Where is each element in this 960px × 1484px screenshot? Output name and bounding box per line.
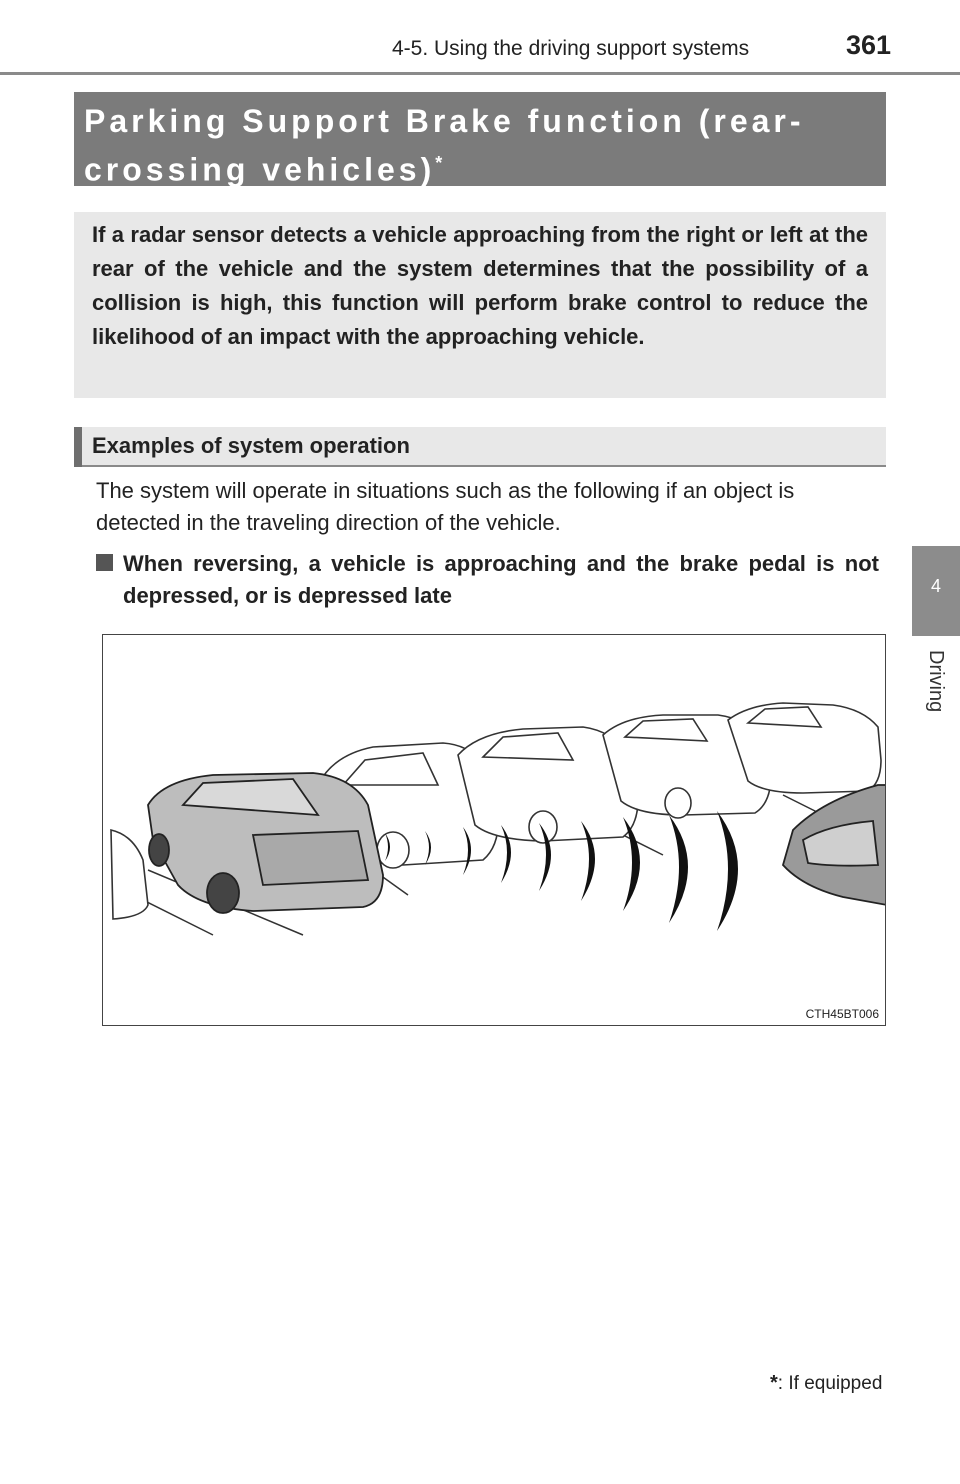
footnote-text: : If equipped: [777, 1373, 883, 1394]
chapter-label: Driving: [925, 650, 947, 713]
chapter-number: 4: [930, 576, 941, 596]
subject-car: [148, 773, 383, 913]
section-title-box: [74, 92, 886, 186]
square-bullet-icon: [96, 554, 113, 571]
chapter-tab: [912, 546, 960, 636]
header-divider: [0, 72, 960, 75]
subheading-box: [74, 427, 886, 467]
chapter-label-container: [920, 650, 950, 730]
header-section-title: 4-5. Using the driving support systems: [392, 37, 750, 60]
section-title-text: Parking Support Brake function (rear-crossing vehicles): [84, 103, 805, 188]
intro-text: If a radar sensor detects a vehicle approaching from the right or left at the rear of the vehicle and the system determines that the possibility of a collision is high, this function will perform brake control to reduce the likelihood of an impact with the approaching vehicle.: [92, 222, 868, 349]
parked-car-4: [728, 703, 881, 793]
footnote: [770, 1372, 882, 1395]
bullet-text: When reversing, a vehicle is approaching and the brake pedal is not depressed, or is depressed late: [123, 551, 879, 608]
intro-box: [74, 212, 886, 398]
left-partial-car: [111, 830, 148, 919]
section-title: [84, 100, 874, 191]
parking-illustration: [103, 635, 886, 1026]
body-paragraph: The system will operate in situations such as the following if an object is detected in the traveling direction of the vehicle.: [96, 478, 795, 535]
illustration-figure: [102, 634, 886, 1026]
figure-code: CTH45BT006: [805, 1007, 879, 1021]
footnote-asterisk: *: [770, 1372, 778, 1394]
subheading: Examples of system operation: [92, 433, 410, 458]
equipped-asterisk: *: [435, 153, 443, 173]
page-number: 361: [846, 30, 892, 60]
subheading-accent-bar: [74, 427, 82, 467]
